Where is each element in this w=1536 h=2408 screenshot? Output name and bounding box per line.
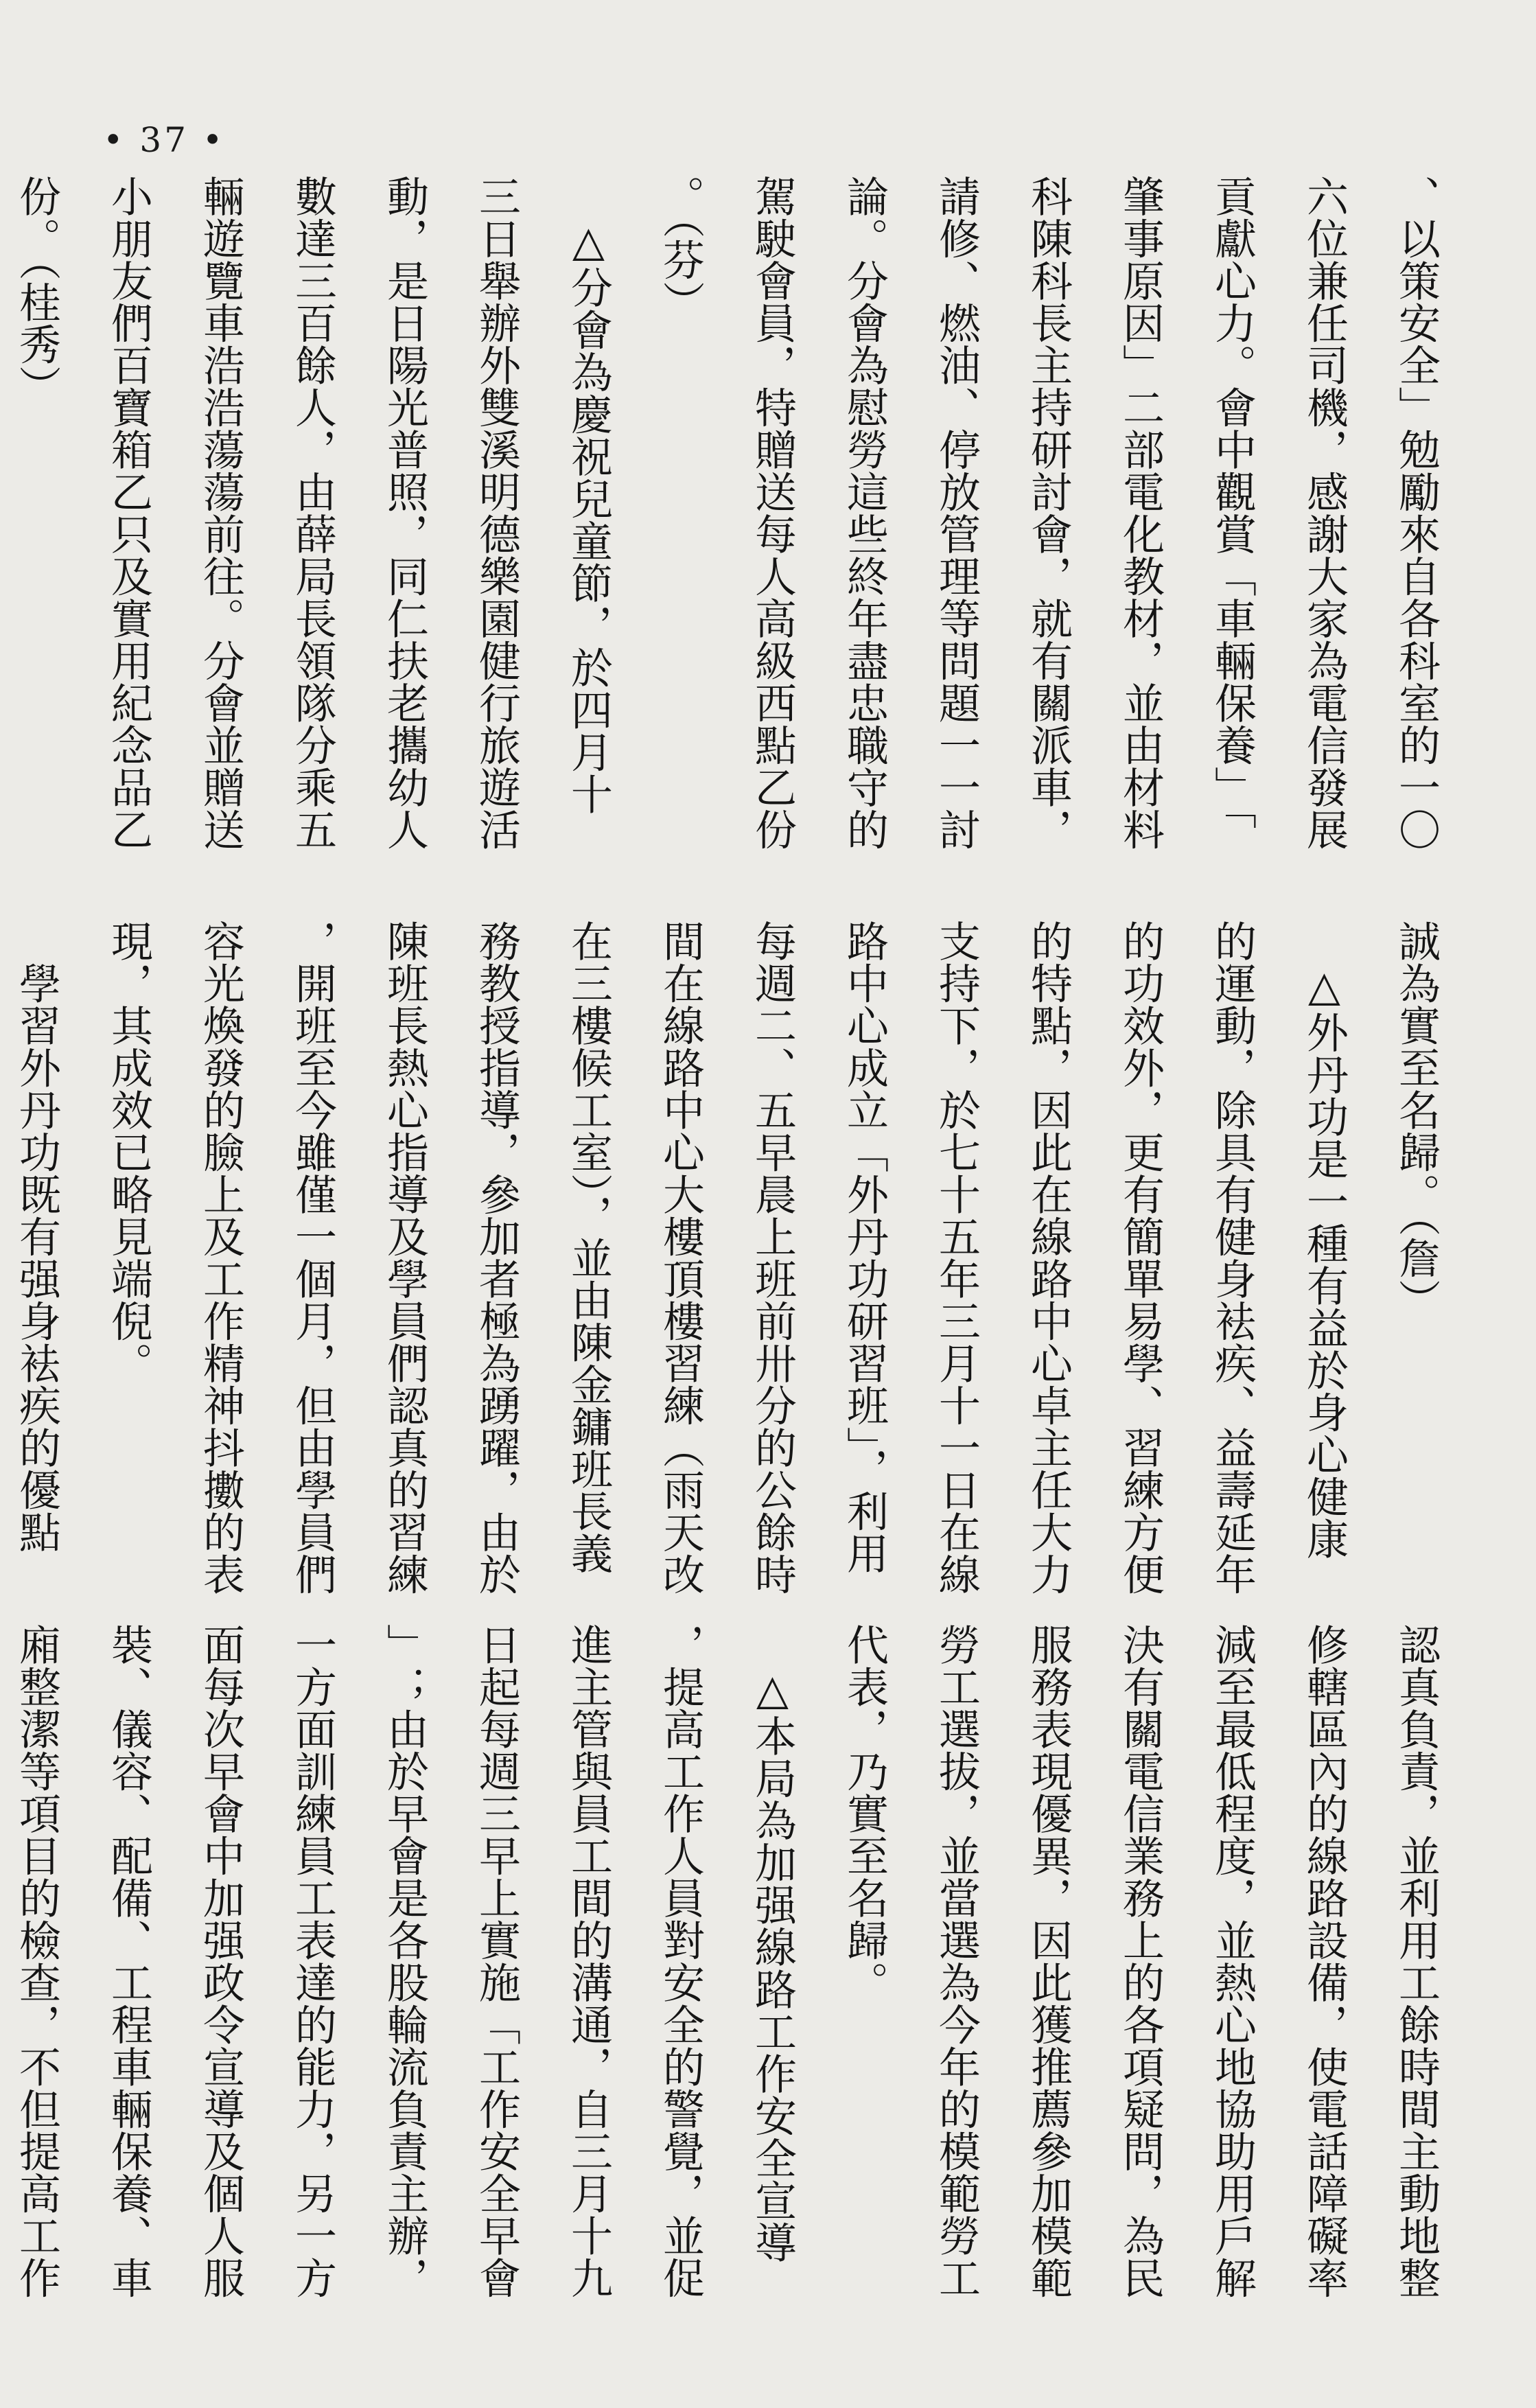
text-column: 輛遊覽車浩浩蕩蕩前往。分會並贈送	[196, 175, 245, 850]
text-column: 勞工選拔，並當選為今年的模範勞工	[932, 1623, 981, 2299]
text-column: △外丹功是一種有益於身心健康	[1300, 920, 1349, 1560]
text-column: 路中心成立「外丹功研習班」，利用	[840, 920, 889, 1575]
text-column: ，提高工作人員對安全的警覺，並促	[656, 1623, 705, 2299]
text-column: 一方面訓練員工表達的能力，另一方	[288, 1623, 337, 2299]
text-column: 現，其成效已略見端倪。	[104, 920, 153, 1385]
text-column: ，開班至今雖僅一個月，但由學員們	[288, 920, 337, 1595]
text-column: 的功效外，更有簡單易學、習練方便	[1116, 920, 1165, 1595]
page-number: • 37 •	[103, 120, 226, 160]
text-column: 科陳科長主持研討會，就有關派車，	[1024, 175, 1073, 850]
text-column: 動，是日陽光普照，同仁扶老攜幼人	[380, 175, 429, 850]
text-column: 裝、儀容、配備、工程車輛保養、車	[104, 1623, 153, 2299]
text-column: 請修、燃油、停放管理等問題一一討	[932, 175, 981, 850]
text-column: 、以策安全」勉勵來自各科室的一〇	[1392, 175, 1441, 850]
text-column: 認真負責，並利用工餘時間主動地整	[1392, 1623, 1441, 2299]
text-column: 容光煥發的臉上及工作精神抖擻的表	[196, 920, 245, 1595]
text-column: 減至最低程度，並熱心地協助用戶解	[1208, 1623, 1257, 2299]
text-column: 服務表現優異，因此獲推薦參加模範	[1024, 1623, 1073, 2299]
text-column: 修轄區內的線路設備，使電話障礙率	[1300, 1623, 1349, 2299]
text-column: 駕駛會員，特贈送每人高級西點乙份	[748, 175, 797, 850]
text-column: 每週二、五早晨上班前卅分的公餘時	[748, 920, 797, 1595]
text-column: 務教授指導，參加者極為踴躍，由於	[472, 920, 521, 1595]
text-column: 的特點，因此在線路中心卓主任大力	[1024, 920, 1073, 1595]
text-column: 三日舉辦外雙溪明德樂園健行旅遊活	[472, 175, 521, 850]
text-column: 誠為實至名歸。（詹）	[1392, 920, 1441, 1321]
text-column: 肇事原因」二部電化教材，並由材料	[1116, 175, 1165, 850]
text-column: 份。（桂秀）	[12, 175, 61, 408]
text-column: 決有關電信業務上的各項疑問，為民	[1116, 1623, 1165, 2299]
text-column: 數達三百餘人，由薛局長領隊分乘五	[288, 175, 337, 850]
text-tier-top	[12, 175, 1462, 868]
text-column: 。（芬）	[656, 175, 705, 323]
text-column: 的運動，除具有健身袪疾、益壽延年	[1208, 920, 1257, 1595]
text-column: 貢獻心力。會中觀賞「車輛保養」「	[1208, 175, 1257, 830]
text-column: 進主管與員工間的溝通，自三月十九	[564, 1623, 613, 2299]
text-column: 日起每週三早上實施「工作安全早會	[472, 1623, 521, 2299]
text-column: 支持下，於七十五年三月十一日在線	[932, 920, 981, 1595]
text-column: 代表，乃實至名歸。	[840, 1623, 889, 2004]
text-tier-middle	[12, 920, 1462, 1595]
text-column: △本局為加强線路工作安全宣導	[748, 1623, 797, 2264]
text-column: 小朋友們百寶箱乙只及實用紀念品乙	[104, 175, 153, 850]
text-column: 間在線路中心大樓頂樓習練（雨天改	[656, 920, 705, 1595]
text-column: △分會為慶祝兒童節，於四月十	[564, 175, 613, 815]
text-column: 論。分會為慰勞這些終年盡忠職守的	[840, 175, 889, 850]
text-column: 」；由於早會是各股輪流負責主辦，	[380, 1623, 429, 2299]
text-column: 廂整潔等項目的檢查，不但提高工作	[12, 1623, 61, 2299]
text-tier-bottom	[12, 1623, 1462, 2317]
text-column: 六位兼任司機，感謝大家為電信發展	[1300, 175, 1349, 850]
text-column: 陳班長熱心指導及學員們認真的習練	[380, 920, 429, 1595]
text-column: 在三樓候工室），並由陳金鏞班長義	[564, 920, 613, 1575]
text-column: 面每次早會中加强政令宣導及個人服	[196, 1623, 245, 2299]
text-column: 學習外丹功既有强身袪疾的優點	[12, 920, 61, 1553]
